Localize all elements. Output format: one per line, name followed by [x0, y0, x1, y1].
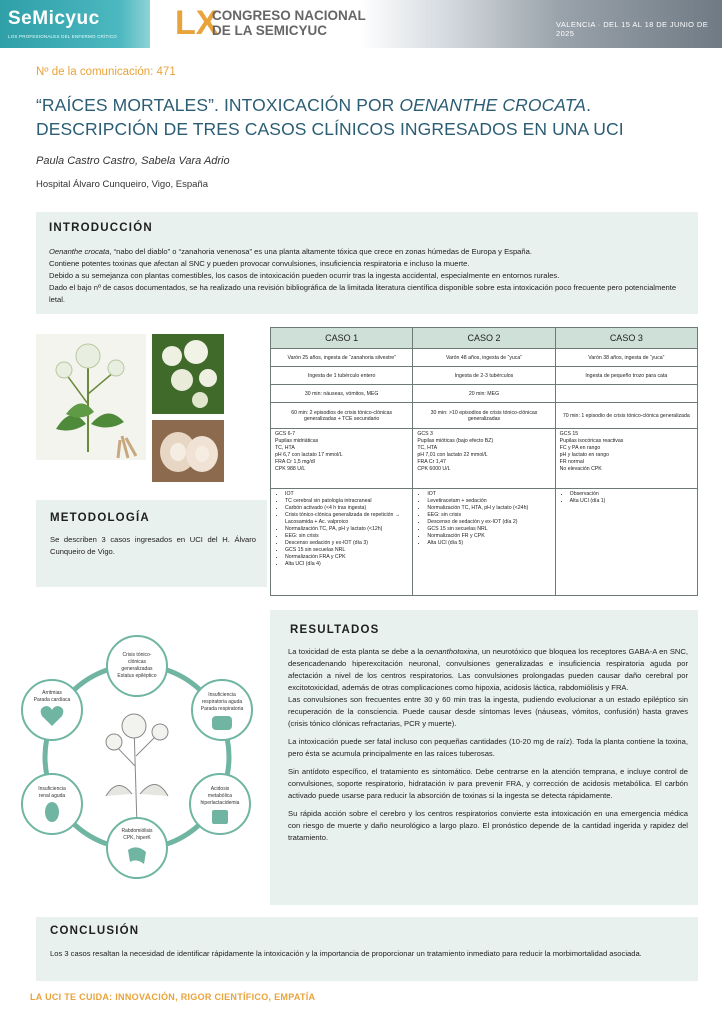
title-species: OENANTHE CROCATA — [399, 95, 587, 115]
node-label: generalizadas — [121, 666, 153, 672]
table-cell: 60 min: 2 episodios de crisis tónico-clónicas generalizadas + TCE secundario — [271, 403, 413, 429]
list-item: • Crisis tónico-clónica generalizada de repetición → Lacosamida + Ac. valproico — [285, 512, 408, 526]
results-panel — [270, 610, 698, 905]
table-cell — [555, 489, 697, 596]
list-item: • Carbón activado (<4 h tras ingesta) — [285, 505, 408, 512]
header-banner — [0, 0, 722, 48]
lab-line: TC, HTA — [275, 445, 295, 451]
intro-p1 — [49, 246, 689, 258]
case-1-header: CASO 1 — [271, 328, 413, 349]
lab-line: pH y lactato en rango — [559, 452, 609, 458]
conclusion-panel — [36, 917, 698, 981]
conclusion-heading: CONCLUSIÓN — [50, 925, 140, 937]
intro-p2: Contiene potentes toxinas que afectan al SNC y pueden provocar convulsiones, insuficiencia respiratoria e incluso la muerte. — [49, 259, 470, 268]
table-cell: Varón 48 años, ingesta de “yuca” — [413, 349, 555, 367]
methodology-text: Se describen 3 casos ingresados en UCI del H. Álvaro Cunqueiro de Vigo. — [50, 535, 256, 556]
lab-line: GCS 6-7 — [275, 431, 296, 437]
results-p1 — [288, 646, 688, 730]
cases-table — [270, 327, 698, 596]
table-row — [271, 349, 698, 367]
node-label: Arritmias — [42, 690, 62, 696]
node-label: Insuficiencia — [38, 786, 66, 792]
conclusion-text: Los 3 casos resaltan la necesidad de identificar rápidamente la intoxicación y la importancia de proporcionar un tratamiento inmediato para reducir la morbimortalidad asociada. — [50, 949, 642, 958]
node-label: Acidosis — [210, 786, 230, 792]
lab-line: TC, HTA — [417, 445, 438, 451]
list-item: • Normalización FRA y CPK — [285, 554, 408, 561]
lab-line: CPK 6000 U/L — [417, 466, 451, 472]
node-label: Insuficiencia — [208, 692, 236, 698]
list-item: • EEG: sin crisis — [285, 533, 408, 540]
node-label: renal aguda — [38, 793, 66, 799]
complications-diagram — [6, 626, 268, 888]
list-item: • Normalización FR y CPK — [427, 533, 550, 540]
table-cell: 20 min: MEG — [413, 385, 555, 403]
list-item: • Normalización TC, PA, pH y lactato (<12h) — [285, 526, 408, 533]
congress-name: CONGRESO NACIONAL DE LA SEMICYUC — [212, 8, 366, 38]
list-item: • Observación — [570, 491, 693, 498]
hospital: Hospital Álvaro Cunqueiro, Vigo, España — [36, 179, 208, 190]
list-item: • Alta UCI (día 5) — [427, 540, 550, 547]
table-row — [271, 385, 698, 403]
node-label: hiperlactacidemia — [200, 800, 240, 806]
table-cell — [555, 429, 697, 489]
list-item: • Descenso sedación y ex-IOT (día 3) — [285, 540, 408, 547]
node-seizures — [107, 636, 167, 696]
lab-line: No elevación CPK — [559, 466, 602, 472]
node-label: Crisis tónico- — [122, 652, 152, 658]
node-label: Parada respiratoria — [200, 706, 244, 712]
kidney-icon — [45, 802, 59, 822]
list-item: • Descenso de sedación y ex-IOT (día 2) — [427, 519, 550, 526]
case-2-header: CASO 2 — [413, 328, 555, 349]
intro-text — [49, 246, 689, 306]
title-part-2: . DESCRIPCIÓN DE TRES CASOS CLÍNICOS INGRESADOS EN UNA UCI — [36, 95, 624, 139]
table-row — [271, 403, 698, 429]
table-cell: Ingesta de 1 tubérculo entero — [271, 367, 413, 385]
lab-line: FC y PA en rango — [559, 445, 601, 451]
node-label: Parada cardíaca — [33, 697, 71, 703]
node-label: metabólica — [207, 793, 233, 799]
table-cell — [271, 489, 413, 596]
list-item: • Normalización TC, HTA, pH y lactato (<24h) — [427, 505, 550, 512]
node-respiratory — [192, 680, 252, 740]
logo-subtitle: LOS PROFESIONALES DEL ENFERMO CRÍTICO — [8, 34, 118, 39]
lab-line: GCS 3 — [417, 431, 433, 437]
node-label: clónicas — [127, 659, 147, 665]
table-cell: Ingesta de pequeño trozo para cata — [555, 367, 697, 385]
list-item: • GCS 15 sin secuelas NRL — [285, 547, 408, 554]
communication-number: Nº de la comunicación: 471 — [36, 66, 176, 78]
methodology-heading: METODOLOGÍA — [50, 512, 150, 524]
table-cell — [413, 429, 555, 489]
table-cell: Varón 25 años, ingesta de “zanahoria silvestre” — [271, 349, 413, 367]
table-cell — [271, 429, 413, 489]
results-text — [288, 646, 688, 850]
lab-line: FRA Cr 1,47 — [417, 459, 446, 465]
table-cell: 30 min: náuseas, vómitos, MEG — [271, 385, 413, 403]
lab-line: Pupilas midriáticas — [275, 438, 319, 444]
intro-panel — [36, 212, 698, 314]
congress-number: LX — [175, 4, 219, 42]
table-header-row — [271, 328, 698, 349]
lab-line: pH 6,7 con lactato 17 mmol/L — [275, 452, 343, 458]
root-photo — [152, 420, 224, 482]
title-part-1: “RAÍCES MORTALES”. INTOXICACIÓN POR — [36, 95, 400, 115]
poster-title — [36, 93, 686, 141]
results-p1b: , un neurotóxico que bloquea los receptores GABA-A en SNC, desencadenando hiperexcitación neuronal, convulsiones generalizadas e insuficiencia respiratoria aguda por afectación a nivel de los centros respiratorios. Las convulsiones prolongadas pueden causar daño cerebral por excitotoxicidad, además de otras complicaciones como hipoxia, acidosis láctica, rabdomiólisis y FRA. — [288, 647, 688, 692]
lab-line: Pupilas mióticas (bajo efecto BZ) — [417, 438, 494, 444]
table-cell: Ingesta de 2-3 tubérculos — [413, 367, 555, 385]
treatment-list-1 — [275, 491, 408, 568]
list-item: • IOT — [427, 491, 550, 498]
node-renal — [22, 774, 82, 834]
results-toxin: oenanthotoxina — [425, 647, 478, 656]
node-arrhythmia — [22, 680, 82, 740]
list-item: • TC cerebral sin patología intracraneal — [285, 498, 408, 505]
table-cell: 70 min: 1 episodio de crisis tónico-clónica generalizada — [555, 403, 697, 429]
table-row — [271, 429, 698, 489]
flower-photo — [152, 334, 224, 414]
results-heading: RESULTADOS — [290, 624, 380, 636]
treatment-list-3 — [560, 491, 693, 505]
results-p4: Sin antídoto específico, el tratamiento es sintomático. Debe centrarse en la atención temprana, e incluye control de convulsiones, soporte respiratorio, hidratación iv para prevenir FRA, y corrección de acidosis metabólica. El carbón activado puede usarse para reducir la absorción de toxinas si la ingesta se detecta rápidamente. — [288, 767, 688, 800]
list-item: • GCS 15 sin secuelas NRL — [427, 526, 550, 533]
methodology-panel — [36, 500, 267, 587]
lungs-icon — [212, 716, 232, 730]
flask-icon — [212, 810, 228, 824]
results-p1a: La toxicidad de esta planta se debe a la — [288, 647, 426, 656]
treatment-list-2 — [417, 491, 550, 547]
congress-dates: VALENCIA · DEL 15 AL 18 DE JUNIO DE 2025 — [556, 20, 709, 38]
intro-p1-rest: , “nabo del diablo” o “zanahoria venenosa” es una planta altamente tóxica que crece en zonas húmedas de Europa y España. — [109, 247, 532, 256]
node-label: respiratoria aguda — [201, 699, 243, 705]
table-row — [271, 367, 698, 385]
list-item: • IOT — [285, 491, 408, 498]
footer-slogan: LA UCI TE CUIDA: INNOVACIÓN, RIGOR CIENTÍFICO, EMPATÍA — [30, 992, 316, 1002]
lab-line: FRA Cr 1,5 mg/dl — [275, 459, 315, 465]
results-p5: Su rápida acción sobre el cerebro y los centros respiratorios convierte esta intoxicación en una emergencia médica con riesgo de muerte y daño neurológico a largo plazo. El pronóstico depende de la cantidad ingerida y rapidez del tratamiento. — [288, 809, 688, 842]
table-cell — [555, 385, 697, 403]
node-label: CPK, hiperK — [123, 835, 151, 841]
semicyuc-logo: SeMicyuc — [8, 8, 100, 29]
lab-line: pH 7,01 con lactato 22 mmol/L — [417, 452, 488, 458]
intro-p4: Dado el bajo nº de casos documentados, se ha realizado una revisión bibliográfica de la limitada literatura científica disponible sobre esta intoxicación poco frecuente pero potencialmente letal. — [49, 283, 677, 304]
table-cell: 30 min: >10 episodios de crisis tónico-clónicas generalizadas — [413, 403, 555, 429]
case-3-header: CASO 3 — [555, 328, 697, 349]
list-item: • Alta UCI (día 1) — [570, 498, 693, 505]
authors: Paula Castro Castro, Sabela Vara Adrio — [36, 155, 230, 167]
lab-line: FR normal — [559, 459, 584, 465]
node-label: Estatus epiléptico — [117, 673, 157, 679]
lab-line: Pupilas isocóricas reactivas — [559, 438, 624, 444]
intro-p3: Debido a su semejanza con plantas comestibles, los casos de intoxicación pueden ocurrir tras la ingesta accidental, especialmente en entornos rurales. — [49, 271, 560, 280]
intro-heading: INTRODUCCIÓN — [49, 222, 153, 234]
plant-photo — [36, 334, 146, 460]
list-item: • EEG: sin crisis — [427, 512, 550, 519]
node-acidosis — [190, 774, 250, 834]
list-item: • Alta UCI (día 4) — [285, 561, 408, 568]
lab-line: GCS 15 — [559, 431, 579, 437]
table-row — [271, 489, 698, 596]
results-p3: La intoxicación puede ser fatal incluso con pequeñas cantidades (10-20 mg de raíz). Toda la planta contiene la toxina, pero ésta se acumula principalmente en las raíces tuberosas. — [288, 737, 688, 758]
results-p2: Las convulsiones son frecuentes entre 30 y 60 min tras la ingesta, pudiendo evolucionar a un estado epiléptico sin recuperación de la consciencia. Puede causar desde síntomas leves (náuseas, vómitos, confusión) hasta graves (crisis tónico clónicas refractarias, PCR y muerte). — [288, 695, 688, 728]
table-cell — [413, 489, 555, 596]
node-label: Rabdomiólisis — [121, 828, 153, 834]
list-item: • Levetiracetam + sedación — [427, 498, 550, 505]
node-rhabdo — [107, 818, 167, 878]
intro-species: Oenanthe crocata — [49, 247, 110, 256]
lab-line: CPK 988 U/L — [275, 466, 306, 472]
central-plant-illustration — [106, 714, 168, 826]
table-cell: Varón 38 años, ingesta de “yuca” — [555, 349, 697, 367]
